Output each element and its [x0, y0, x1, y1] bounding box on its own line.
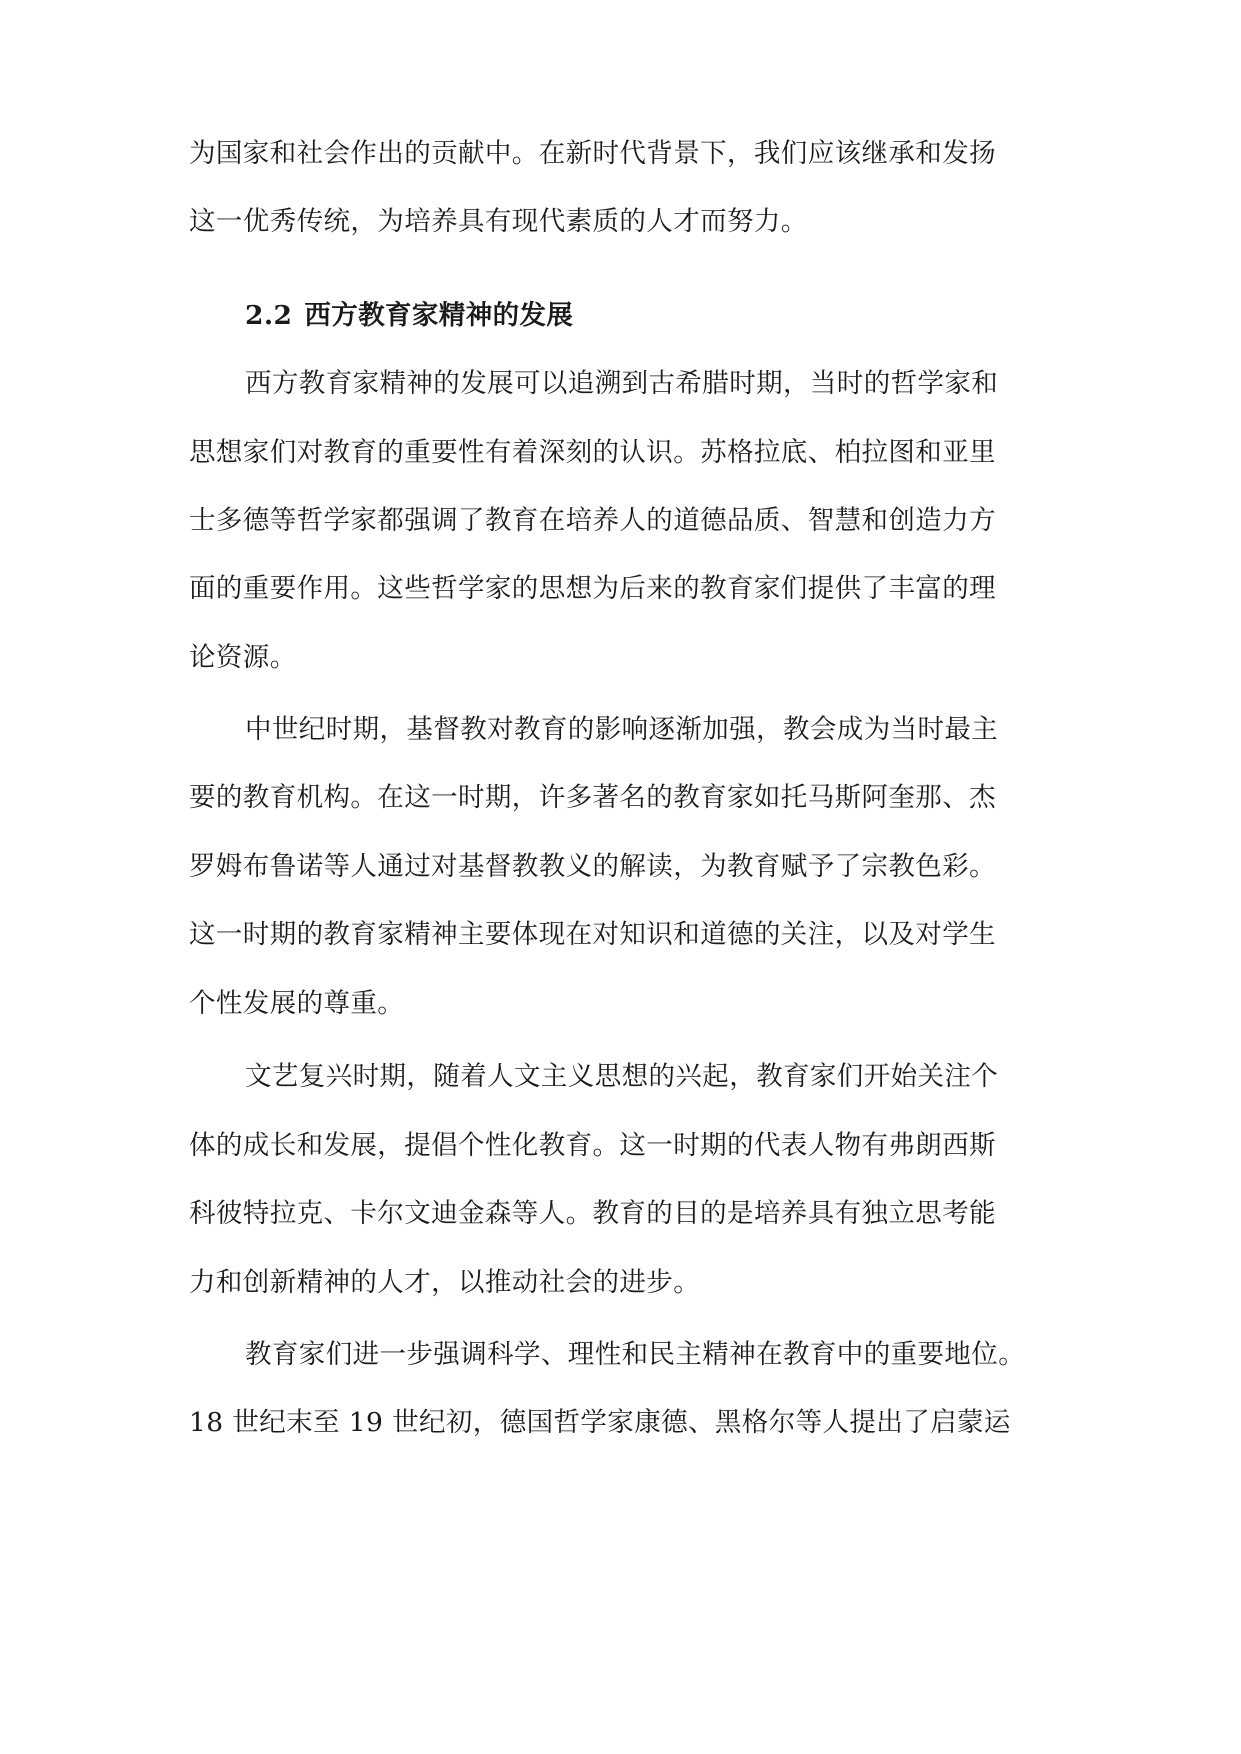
- paragraph-2-line-5: 个性发展的尊重。: [189, 988, 405, 1019]
- paragraph-2-line-3: 罗姆布鲁诺等人通过对基督教教义的解读，为教育赋予了宗教色彩。: [189, 851, 996, 882]
- section-heading: [245, 294, 573, 338]
- paragraph-3-line-4: 力和创新精神的人才，以推动社会的进步。: [189, 1267, 701, 1298]
- paragraph-3-line-2: 体的成长和发展，提倡个性化教育。这一时期的代表人物有弗朗西斯: [189, 1130, 996, 1161]
- section-title: 西方教育家精神的发展: [304, 300, 574, 331]
- paragraph-3-line-1: 文艺复兴时期，随着人文主义思想的兴起，教育家们开始关注个: [245, 1061, 999, 1092]
- continuation-line-2: 这一优秀传统，为培养具有现代素质的人才而努力。: [189, 206, 808, 237]
- paragraph-1-line-3: 士多德等哲学家都强调了教育在培养人的道德品质、智慧和创造力方: [189, 505, 996, 536]
- paragraph-1-line-5: 论资源。: [189, 642, 297, 673]
- paragraph-4-line-1: 教育家们进一步强调科学、理性和民主精神在教育中的重要地位。: [245, 1339, 1026, 1370]
- paragraph-2-line-1: 中世纪时期，基督教对教育的影响逐渐加强，教会成为当时最主: [245, 714, 999, 745]
- paragraph-1-line-1: 西方教育家精神的发展可以追溯到古希腊时期，当时的哲学家和: [245, 368, 999, 399]
- continuation-line-1: 为国家和社会作出的贡献中。在新时代背景下，我们应该继承和发扬: [189, 138, 996, 169]
- paragraph-2-line-4: 这一时期的教育家精神主要体现在对知识和道德的关注，以及对学生: [189, 919, 996, 950]
- paragraph-4-line-2: 18 世纪末至 19 世纪初，德国哲学家康德、黑格尔等人提出了启蒙运: [189, 1407, 1011, 1438]
- paragraph-1-line-2: 思想家们对教育的重要性有着深刻的认识。苏格拉底、柏拉图和亚里: [189, 437, 996, 468]
- paragraph-3-line-3: 科彼特拉克、卡尔文迪金森等人。教育的目的是培养具有独立思考能: [189, 1198, 996, 1229]
- paragraph-2-line-2: 要的教育机构。在这一时期，许多著名的教育家如托马斯阿奎那、杰: [189, 782, 996, 813]
- section-number: 2.2: [245, 300, 293, 331]
- paragraph-1-line-4: 面的重要作用。这些哲学家的思想为后来的教育家们提供了丰富的理: [189, 573, 996, 604]
